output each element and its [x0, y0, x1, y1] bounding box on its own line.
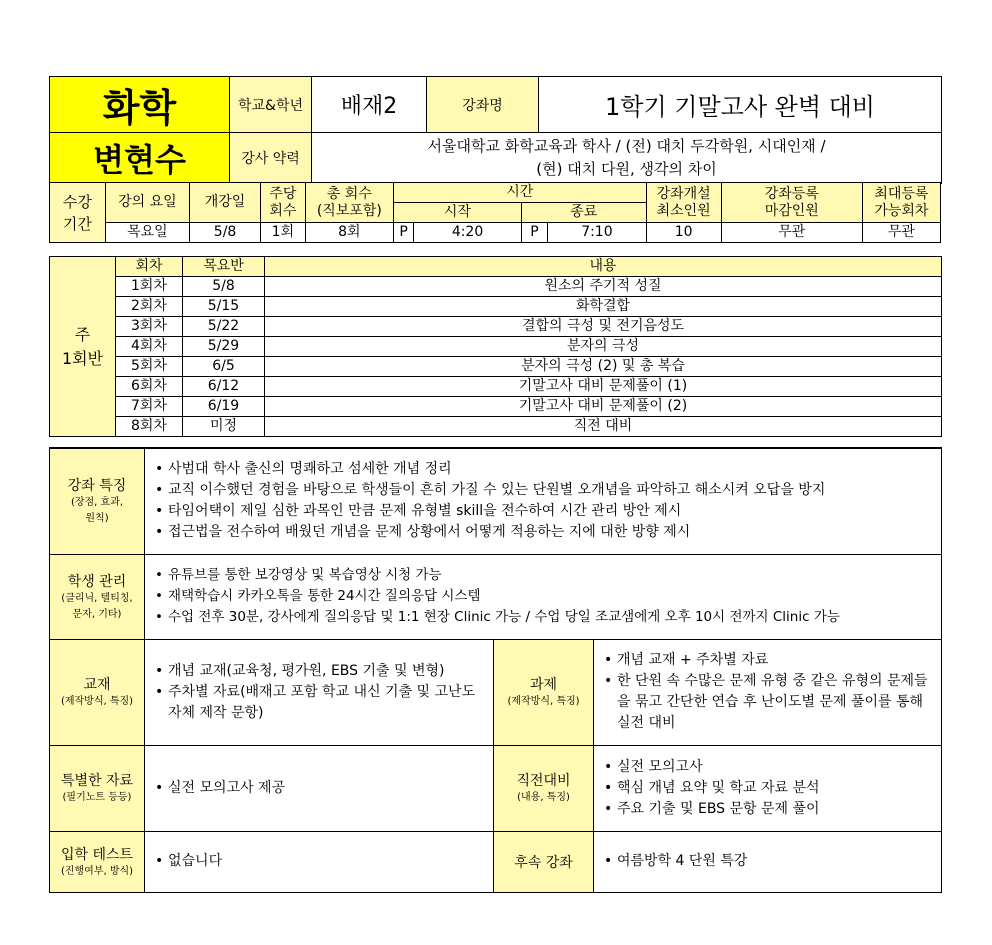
weekly-label-line-2: 1회반 [61, 348, 104, 368]
header-weekly [261, 183, 306, 223]
entrance-test-sub: (진행여부, 방식) [60, 865, 134, 877]
list-item: • 핵심 개념 요약 및 학교 자료 분석 [602, 778, 935, 799]
value-deadline: 무관 [721, 223, 862, 243]
table-row [50, 297, 942, 317]
header-total-line-1: 총 회수 [326, 185, 372, 202]
session-date: 6/12 [183, 377, 265, 397]
course-details-table [49, 447, 942, 893]
special-sub: (필기노트 등등) [62, 792, 132, 803]
course-name-value: 1학기 기말고사 완벽 대비 [539, 77, 942, 133]
list-item: • 수업 전후 30분, 강사에게 질의응답 및 1:1 현장 Clinic 가능 / 수업 당일 조교샘에게 오후 10시 전까지 Clinic 가능 [153, 607, 935, 628]
weekly-plan-table [49, 256, 942, 437]
period-label [50, 183, 106, 243]
textbook-label-cell [50, 639, 145, 745]
homework-label-cell [494, 639, 594, 745]
weekly-header-day: 목요반 [183, 257, 265, 277]
school-grade-value: 배재2 [312, 77, 427, 133]
subject-title: 화학 [50, 77, 230, 133]
header-min-line-2: 최소인원 [656, 202, 711, 219]
list-item: • 주요 기출 및 EBS 문항 문제 풀이 [602, 799, 935, 820]
management-sub-1: (클리닉, 텔티칭, [61, 592, 133, 604]
period-label-line-1: 수강 [62, 192, 92, 211]
header-time-start: 시작 [393, 203, 521, 223]
table-row [50, 317, 942, 337]
entrance-test-label-cell [50, 831, 145, 892]
value-day: 목요일 [105, 223, 189, 243]
header-max-line-1: 최대등록 [874, 185, 929, 202]
weekly-label-line-1: 주 [74, 324, 91, 344]
special-label: 특별한 자료 [60, 773, 134, 789]
management-label-cell [50, 554, 145, 639]
career-label: 강사 약력 [230, 133, 312, 184]
homework-sub: (제작방식, 특징) [507, 696, 580, 707]
value-end-ampm: P [521, 223, 547, 243]
list-item: • 교직 이수했던 경험을 바탕으로 학생들이 흔히 가질 수 있는 단원별 오개념을 파악하고 해소시켜 오답을 방지 [153, 480, 935, 501]
header-deadline-line-1: 강좌등록 [764, 185, 819, 202]
list-item: • 개념 교재 + 주차별 자료 [602, 650, 935, 671]
list-item: • 없습니다 [153, 851, 487, 872]
final-prep-content [594, 745, 942, 831]
features-sub-1: (장점, 효과, [70, 497, 124, 509]
value-start-date: 5/8 [190, 223, 261, 243]
list-item: • 재택학습시 카카오톡을 통한 24시간 질의응답 시스템 [153, 586, 935, 607]
list-item: • 여름방학 4 단원 특강 [602, 851, 935, 872]
career-line-1: 서울대학교 화학교육과 학사 / (전) 대치 두각학원, 시대인재 / [427, 137, 826, 155]
session-date: 5/8 [183, 277, 265, 297]
entrance-test-label: 입학 테스트 [60, 846, 134, 863]
course-name-label: 강좌명 [427, 77, 539, 133]
session-date: 5/15 [183, 297, 265, 317]
session-number: 2회차 [116, 297, 183, 317]
table-row [50, 277, 942, 297]
session-number: 4회차 [116, 337, 183, 357]
career-line-2: (현) 대치 다원, 생각의 차이 [536, 160, 717, 178]
header-max-line-2: 가능회차 [874, 202, 929, 219]
value-min-enroll: 10 [646, 223, 721, 243]
entrance-test-content [145, 831, 494, 892]
session-content: 직전 대비 [265, 417, 942, 437]
special-content [145, 745, 494, 831]
session-date: 5/22 [183, 317, 265, 337]
textbook-content [145, 639, 494, 745]
session-content: 원소의 주기적 성질 [265, 277, 942, 297]
header-deadline [721, 183, 862, 223]
list-item: • 타임어택이 제일 심한 과목인 만큼 문제 유형별 skill을 전수하여 시간 관리 방안 제시 [153, 501, 935, 522]
special-label-cell [50, 745, 145, 831]
header-total-line-2: (직보포함) [316, 202, 382, 219]
value-end-time: 7:10 [548, 223, 646, 243]
features-label-cell [50, 448, 145, 554]
period-label-line-2: 기간 [62, 214, 92, 233]
table-row [50, 337, 942, 357]
management-sub-2: 문자, 기타) [72, 608, 122, 620]
session-number: 6회차 [116, 377, 183, 397]
management-label: 학생 관리 [67, 573, 127, 590]
session-content: 화학결합 [265, 297, 942, 317]
value-start-time: 4:20 [414, 223, 522, 243]
list-item: • 실전 모의고사 [602, 757, 935, 778]
value-max-session: 무관 [862, 223, 940, 243]
list-item: • 실전 모의고사 제공 [153, 778, 487, 799]
table-row [50, 377, 942, 397]
session-content: 기말고사 대비 문제풀이 (1) [265, 377, 942, 397]
final-prep-sub: (내용, 특징) [517, 792, 570, 803]
session-content: 결합의 극성 및 전기음성도 [265, 317, 942, 337]
school-grade-label: 학교&학년 [230, 77, 312, 133]
header-min-line-1: 강좌개설 [656, 185, 711, 202]
value-total: 8회 [305, 223, 393, 243]
value-start-ampm: P [393, 223, 413, 243]
header-weekly-line-1: 주당 [269, 185, 297, 202]
list-item: • 주차별 자료(배재고 포함 학교 내신 기출 및 고난도 자체 제작 문항) [153, 682, 487, 724]
session-date: 6/19 [183, 397, 265, 417]
session-number: 7회차 [116, 397, 183, 417]
textbook-label: 교재 [83, 677, 111, 693]
final-prep-label: 직전대비 [516, 773, 571, 789]
header-time-end: 종료 [521, 203, 646, 223]
features-sub-2: 원칙) [85, 513, 109, 525]
value-weekly: 1회 [261, 223, 306, 243]
list-item: • 사범대 학사 출신의 명쾌하고 섬세한 개념 정리 [153, 459, 935, 480]
features-content [145, 448, 942, 554]
table-row [50, 397, 942, 417]
career-value [312, 133, 942, 184]
header-total [305, 183, 393, 223]
homework-content [594, 639, 942, 745]
session-number: 8회차 [116, 417, 183, 437]
header-weekly-line-2: 회수 [269, 202, 297, 219]
followup-content [594, 831, 942, 892]
session-number: 3회차 [116, 317, 183, 337]
homework-label: 과제 [529, 677, 558, 693]
list-item: • 유튜브를 통한 보강영상 및 복습영상 시청 가능 [153, 565, 935, 586]
session-date: 미정 [183, 417, 265, 437]
list-item: • 접근법을 전수하여 배웠던 개념을 문제 상황에서 어떻게 적용하는 지에 대한 방향 제시 [153, 522, 935, 543]
header-day: 강의 요일 [105, 183, 189, 223]
final-prep-label-cell [494, 745, 594, 831]
header-start-date: 개강일 [190, 183, 261, 223]
header-max-session [862, 183, 940, 223]
weekly-header-session: 회차 [116, 257, 183, 277]
followup-label: 후속 강좌 [514, 854, 573, 871]
features-label: 강좌 특징 [67, 478, 127, 495]
weekly-class-label [50, 257, 116, 437]
followup-label-cell [494, 831, 594, 892]
table-row [50, 357, 942, 377]
header-min-enroll [646, 183, 721, 223]
session-number: 1회차 [116, 277, 183, 297]
table-row [50, 417, 942, 437]
textbook-sub: (제작방식, 특징) [60, 696, 134, 707]
course-header-table [49, 76, 942, 184]
session-date: 6/5 [183, 357, 265, 377]
header-time: 시간 [393, 183, 646, 203]
session-number: 5회차 [116, 357, 183, 377]
weekly-header-content: 내용 [265, 257, 942, 277]
list-item: • 개념 교재(교육청, 평가원, EBS 기출 및 변형) [153, 661, 487, 682]
header-deadline-line-2: 마감인원 [764, 202, 819, 219]
session-content: 분자의 극성 (2) 및 총 복습 [265, 357, 942, 377]
session-date: 5/29 [183, 337, 265, 357]
session-content: 분자의 극성 [265, 337, 942, 357]
session-content: 기말고사 대비 문제풀이 (2) [265, 397, 942, 417]
management-content [145, 554, 942, 639]
list-item: • 한 단원 속 수많은 문제 유형 중 같은 유형의 문제들을 묶고 간단한 연습 후 난이도별 문제 풀이를 통해 실전 대비 [602, 671, 935, 734]
schedule-table [49, 182, 941, 243]
teacher-name: 변현수 [50, 133, 230, 184]
